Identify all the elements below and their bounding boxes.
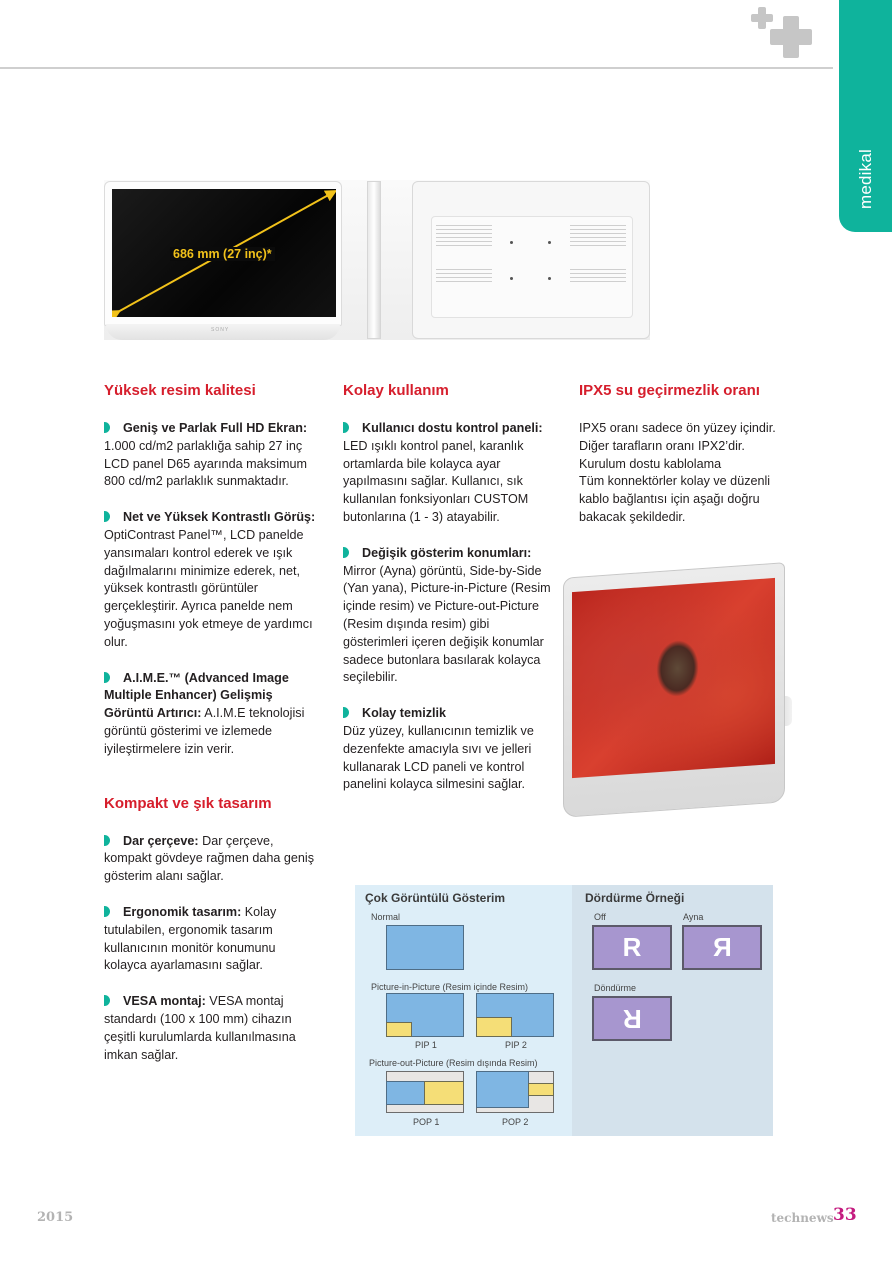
- feature-item: Değişik gösterim konumları: Mirror (Ayna) görüntü, Side-by-Side (Yan yana), Picture-in-Picture (Resim içinde resim) ve Picture-out-Picture (Resim dışında resim) gibi gösterimleri içeren değişik konumlar sadece butonlara basılarak kolayca seçilebilir.: [343, 545, 551, 685]
- display-modes-diagram: [355, 885, 773, 1136]
- feature-item: A.I.M.E.™ (Advanced Image Multiple Enhancer) Gelişmiş Görüntü Artırıcı: A.I.M.E teknolojisi görüntü gösterimi ve izlemede iyileştirmelere izin verir.: [104, 670, 305, 756]
- bullet-icon: [104, 422, 110, 433]
- section-tab: [839, 0, 892, 232]
- plus-large-icon: [770, 16, 812, 58]
- feature-item: Dar çerçeve: Dar çerçeve, kompakt gövdeye rağmen daha geniş gösterim alanı sağlar.: [104, 833, 315, 884]
- surgical-monitor-image: [563, 560, 785, 812]
- pop2-label: POP 2: [502, 1117, 529, 1127]
- pop-label: Picture-out-Picture (Resim dışında Resim): [369, 1058, 538, 1068]
- section-heading: Yüksek resim kalitesi: [104, 382, 256, 399]
- monitor-front-image: [104, 181, 342, 341]
- footer-year: 2015: [37, 1210, 74, 1225]
- bullet-icon: [104, 995, 110, 1006]
- pip2-box: [476, 993, 554, 1037]
- header-divider: [0, 67, 833, 69]
- multi-view-title: Çok Görüntülü Gösterim: [365, 891, 506, 905]
- column-1: [104, 382, 316, 1064]
- pip1-box: [386, 993, 464, 1037]
- bullet-icon: [104, 906, 110, 917]
- screen-size-label: 686 mm (27 inç)*: [170, 247, 275, 261]
- off-label: Off: [594, 912, 606, 922]
- bullet-icon: [104, 511, 110, 522]
- paragraph: IPX5 oranı sadece ön yüzey içindir. Diğer tarafların oranı IPX2’dir.: [579, 421, 776, 453]
- bullet-icon: [343, 707, 349, 718]
- bullet-icon: [343, 422, 349, 433]
- pop2-box: [476, 1071, 554, 1113]
- pip-label: Picture-in-Picture (Resim içinde Resim): [371, 982, 529, 992]
- rotation-mirror-box: R: [682, 925, 762, 970]
- feature-item: Net ve Yüksek Kontrastlı Görüş: OptiContrast Panel™, LCD panelde yansımaları kontrol ederek ve ışık dağılmalarını minimize ederek, net, yüksek kontrastlı görüntüler gerçekleştirir. Ayrıca panelde nem yoğuşmasını yok etmeye de yardımcı olur.: [104, 510, 316, 649]
- footer-brand: technews: [771, 1211, 834, 1225]
- monitor-side-image: [367, 181, 381, 339]
- monitor-back-image: [412, 181, 650, 339]
- brand-mark: SONY: [211, 327, 230, 333]
- section-heading: IPX5 su geçirmezlik oranı: [579, 382, 760, 399]
- rotation-title: Dördürme Örneği: [585, 891, 685, 905]
- column-2: [343, 382, 555, 794]
- feature-item: Kolay temizlik Düz yüzey, kullanıcının temizlik ve dezenfekte amacıyla sıvı ve jelleri kullanarak LCD paneli ve kontrol panelini kolayca silmesini sağlar.: [343, 706, 534, 792]
- rotate-label: Döndürme: [594, 983, 637, 993]
- section-heading: Kolay kullanım: [343, 382, 449, 399]
- bullet-icon: [343, 547, 349, 558]
- rotation-off-box: R: [592, 925, 672, 970]
- bullet-icon: [104, 672, 110, 683]
- section-heading: Kompakt ve şık tasarım: [104, 794, 272, 812]
- rotation-panel: [572, 885, 773, 1136]
- endoscopy-screen: [572, 578, 775, 778]
- feature-item: Kullanıcı dostu kontrol paneli: LED ışıklı kontrol panel, karanlık ortamlarda bile kolayca ayar yapılmasını sağlar. Kullanıcı, sık kullanılan fonksiyonları CUSTOM butonlarına (1 - 3) atayabilir.: [343, 421, 543, 524]
- feature-item: VESA montaj: VESA montaj standardı (100 x 100 mm) cihazın çeşitli kurulumlarda kullanılmasına imkan sağlar.: [104, 994, 296, 1062]
- paragraph: Tüm konnektörler kolay ve düzenli kablo bağlantısı için aşağı doğru bakacak şekildedir.: [579, 474, 771, 524]
- monitor-screen: [112, 189, 336, 317]
- feature-item: Ergonomik tasarım: Kolay tutulabilen, ergonomik tasarım kullanıcının monitör konumunu kolayca ayarlamasını sağlar.: [104, 904, 277, 973]
- pop1-label: POP 1: [413, 1117, 440, 1127]
- feature-item: Geniş ve Parlak Full HD Ekran: 1.000 cd/m2 parlaklığa sahip 27 inç LCD panel D65 ayarında maksimum 800 cd/m2 parlaklık sunmaktadır.: [104, 421, 308, 489]
- normal-mode-box: [386, 925, 464, 970]
- multi-view-panel: [355, 885, 572, 1136]
- bullet-icon: [104, 835, 110, 846]
- pip1-label: PIP 1: [415, 1040, 437, 1050]
- normal-label: Normal: [371, 912, 401, 922]
- pop1-box: [386, 1071, 464, 1113]
- section-tab-label: medikal: [855, 149, 875, 209]
- column-3: [579, 382, 791, 527]
- page-number: 33: [833, 1205, 857, 1225]
- mirror-label: Ayna: [683, 912, 704, 922]
- paragraph: Kurulum dostu kablolama: [579, 456, 722, 471]
- rotation-rotate-box: R: [592, 996, 672, 1041]
- pip2-label: PIP 2: [505, 1040, 527, 1050]
